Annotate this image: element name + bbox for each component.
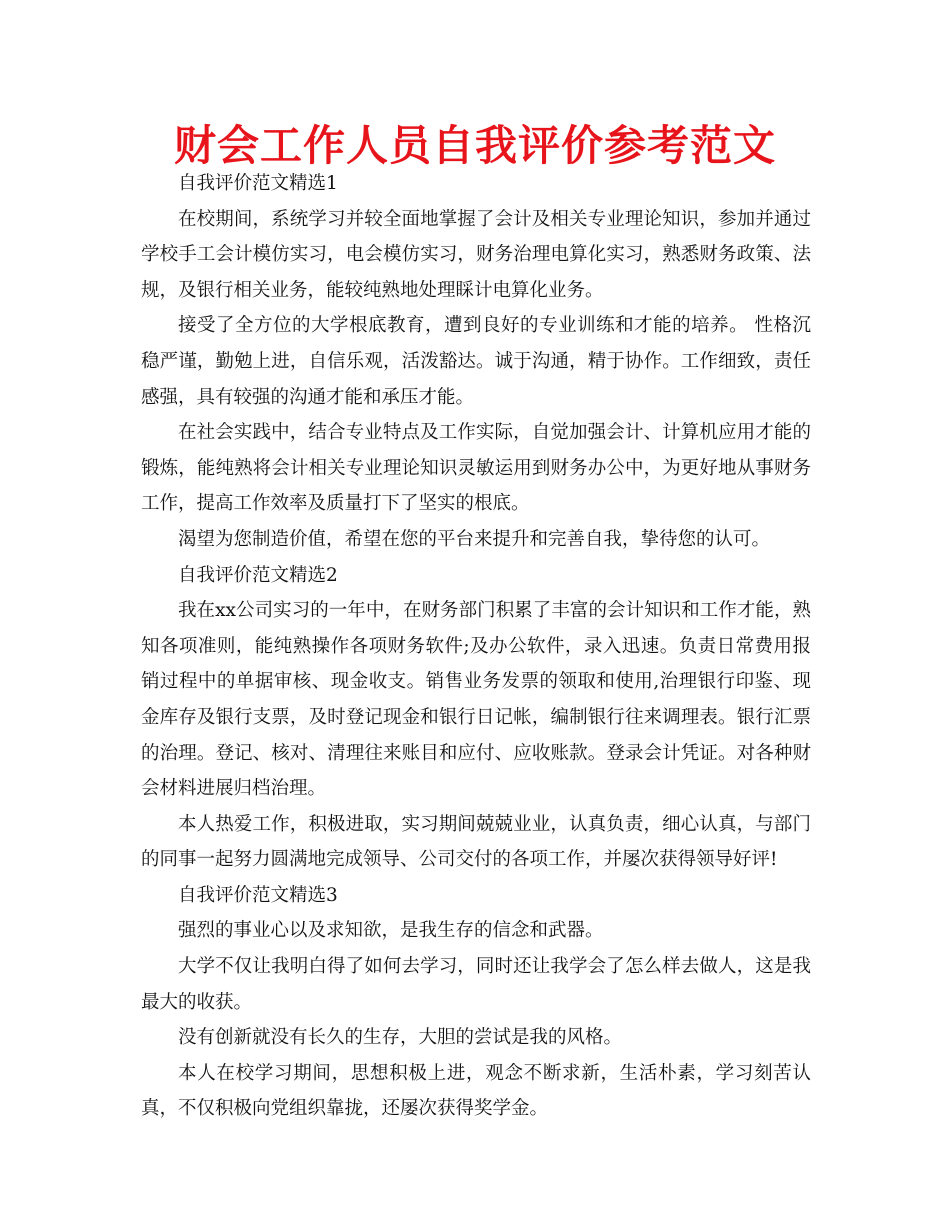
document-body	[141, 166, 811, 1127]
paragraph: 本人在校学习期间，思想积极上进，观念不断求新，生活朴素，学习刻苦认真，不仅积极向党组织靠拢，还屡次获得奖学金。	[141, 1062, 811, 1120]
section-heading-1: 自我评价范文精选1	[178, 173, 338, 194]
section-heading-2: 自我评价范文精选2	[178, 564, 338, 586]
paragraph: 强烈的事业心以及求知欲，是我生存的信念和武器。	[178, 920, 604, 942]
document-title: 财会工作人员自我评价参考范文	[173, 121, 776, 170]
section-heading-3: 自我评价范文精选3	[178, 884, 338, 906]
paragraph: 我在xx公司实习的一年中，在财务部门积累了丰富的会计知识和工作才能，熟知各项准则，能纯熟操作各项财务软件;及办公软件，录入迅速。负责日常费用报销过程中的单据审核、现金收支。销售业务发票的领取和使用,治理银行印鉴、现金库存及银行支票，及时登记现金和银行日记帐，编制银行往来调理表。银行汇票的治理。登记、核对、清理往来账目和应付、应收账款。登录会计凭证。对各种财会材料进展归档治理。	[141, 600, 811, 800]
paragraph: 本人热爱工作，积极进取，实习期间兢兢业业，认真负责，细心认真，与部门的同事一起努力圆满地完成领导、公司交付的各项工作，并屡次获得领导好评!	[141, 813, 811, 871]
paragraph: 在社会实践中，结合专业特点及工作实际，自觉加强会计、计算机应用才能的锻炼，能纯熟将会计相关专业理论知识灵敏运用到财务办公中，为更好地从事财务工作，提高工作效率及质量打下了坚实的根底。	[141, 422, 811, 515]
paragraph: 接受了全方位的大学根底教育，遭到良好的专业训练和才能的培养。 性格沉稳严谨，勤勉上进，自信乐观，活泼豁达。诚于沟通，精于协作。工作细致，责任感强，具有较强的沟通才能和承压才能。	[141, 315, 811, 408]
paragraph: 渴望为您制造价值，希望在您的平台来提升和完善自我，挚待您的认可。	[178, 528, 771, 550]
paragraph: 没有创新就没有长久的生存，大胆的尝试是我的风格。	[178, 1027, 623, 1049]
paragraph: 大学不仅让我明白得了如何去学习，同时还让我学会了怎么样去做人，这是我最大的收获。	[141, 956, 811, 1013]
paragraph: 在校期间，系统学习并较全面地掌握了会计及相关专业理论知识，参加并通过学校手工会计模仿实习，电会模仿实习，财务治理电算化实习，熟悉财务政策、法规，及银行相关业务，能较纯熟地处理睬计电算化业务。	[141, 208, 811, 301]
